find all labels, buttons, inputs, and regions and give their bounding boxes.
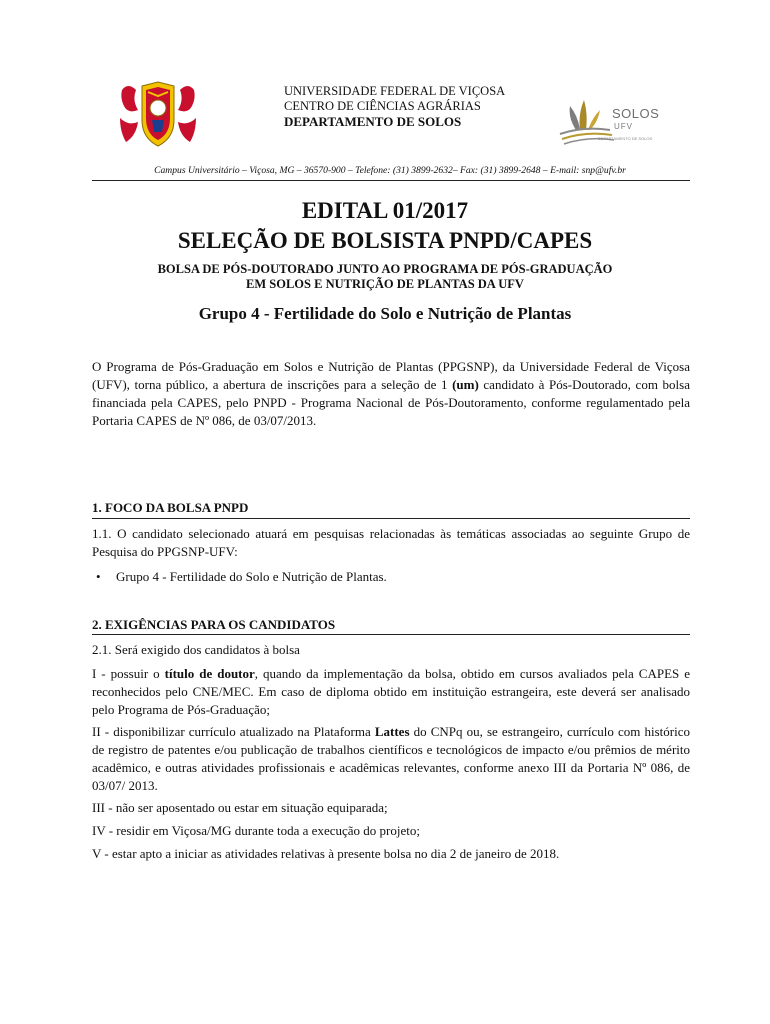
requirement-i-b: , quando da implementação da bolsa, obtido em cursos avaliados pela CAPES e reconhecidos pelo CNE/MEC. Em caso de diploma obtido em instituição estrangeira, este deverá ser analisado pelo Programa de Pós-Graduação; (92, 666, 690, 717)
intro-text-a: O Programa de Pós-Graduação em Solos e Nutrição de Plantas (PPGSNP), da Universidade Federal de Viçosa (UFV), torna público, a abertura de inscrições para a seleção de 1 (92, 359, 690, 392)
requirement-v: V - estar apto a iniciar as atividades relativas à presente bolsa no dia 2 de janeiro de 2018. (92, 846, 560, 861)
requirement-iv: IV - residir em Viçosa/MG durante toda a execução do projeto; (92, 823, 420, 838)
section-1-bullet (92, 568, 690, 586)
section-2-divider (92, 634, 690, 635)
department-name: DEPARTAMENTO DE SOLOS (284, 114, 462, 129)
intro-text-b: candidato à Pós-Doutorado, com bolsa financiada pela CAPES, pelo PNPD - Programa Nacional de Pós-Doutoramento, conforme regulamentado pela Portaria CAPES de Nº 086, de 03/07/2013. (92, 377, 690, 428)
bolsa-subtitle (90, 262, 680, 292)
requirement-ii-b: do CNPq ou, se estrangeiro, currículo com histórico de registro de patentes e/ou publicação de trabalhos científicos e tecnológicos de impacto e/ou prêmios de mérito acadêmico, e outras atividades profissionais e acadêmicas relevantes, conforme anexo III da Portaria Nº 086, de 03/07/ 2013. (92, 724, 690, 793)
requirement-ii-bold: Lattes (374, 724, 410, 739)
intro-paragraph (92, 358, 690, 430)
edital-selection-title: SELEÇÃO DE BOLSISTA PNPD/CAPES (177, 228, 593, 253)
logo-ufv-text: UFV (614, 122, 633, 131)
header-divider (92, 180, 690, 181)
requirement-ii (92, 723, 690, 795)
center-name: CENTRO DE CIÊNCIAS AGRÁRIAS (284, 99, 481, 113)
logo-solos-text: SOLOS (612, 106, 660, 121)
section-2-intro: 2.1. Será exigido dos candidatos à bolsa (92, 642, 300, 657)
campus-address: Campus Universitário – Viçosa, MG – 36570-900 – Telefone: (31) 3899-2632– Fax: (31) 3899-2648 – E-mail: snp@ufv.br (154, 165, 626, 176)
requirement-ii-a: II - disponibilizar currículo atualizado na Plataforma (92, 724, 375, 739)
edital-number: EDITAL 01/2017 (301, 198, 469, 223)
logo-sub-text: DEPARTAMENTO DE SOLOS (598, 136, 653, 141)
requirement-iii: III - não ser aposentado ou estar em situação equiparada; (92, 800, 388, 815)
requirement-i-a: I - possuir o (92, 666, 165, 681)
university-name: UNIVERSIDADE FEDERAL DE VIÇOSA (284, 84, 506, 98)
bullet-marker: • (96, 569, 101, 584)
section-1-bullet-text: Grupo 4 - Fertilidade do Solo e Nutrição de Plantas. (116, 569, 387, 584)
section-1-paragraph: 1.1. O candidato selecionado atuará em pesquisas relacionadas às temáticas associadas ao seguinte Grupo de Pesquisa do PPGSNP-UFV: (92, 526, 690, 559)
intro-text-bold: (um) (452, 377, 479, 392)
section-1-title: 1. FOCO DA BOLSA PNPD (92, 500, 249, 515)
solos-ufv-logo (558, 96, 668, 148)
section-1-divider (92, 518, 690, 519)
section-2-title: 2. EXIGÊNCIAS PARA OS CANDIDATOS (92, 617, 336, 632)
requirement-i-bold: título de doutor (164, 666, 255, 681)
bolsa-subtitle-line2: EM SOLOS E NUTRIÇÃO DE PLANTAS DA UFV (246, 277, 524, 291)
grupo-title: Grupo 4 - Fertilidade do Solo e Nutrição de Plantas (198, 304, 572, 323)
edital-title (0, 196, 770, 256)
institution-header (284, 84, 534, 129)
ufv-crest-logo (118, 80, 198, 150)
requirement-i (92, 665, 690, 719)
bolsa-subtitle-line1: BOLSA DE PÓS-DOUTORADO JUNTO AO PROGRAMA DE PÓS-GRADUAÇÃO (157, 262, 613, 276)
